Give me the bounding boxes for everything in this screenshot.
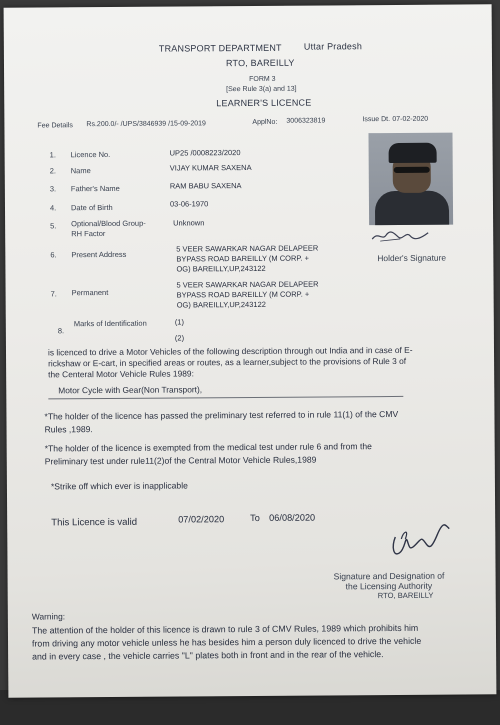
father-name-label: Father's Name: [70, 183, 120, 194]
valid-to: 06/08/2020: [269, 512, 316, 523]
holder-signature-image: [370, 227, 430, 245]
field-num: 5.: [50, 221, 57, 231]
licence-statement-line2: rickshaw or E-cart, in specified areas or routes, as a learner,subject to the provisions of Rule 3 of: [48, 355, 407, 369]
holder-photo: [368, 133, 453, 226]
holder-signature-label: Holder's Signature: [377, 252, 447, 264]
present-address-line2: BYPASS ROAD BAREILLY (M CORP. +: [176, 253, 310, 264]
preliminary-test-note-line2: Rules ,1989.: [44, 424, 93, 435]
authority-line2: the Licensing Authority: [345, 580, 433, 592]
field-num: 4.: [49, 203, 57, 213]
licence-statement-line3: the Centeral Motor Vehicle Rules 1989:: [48, 368, 194, 380]
mark-1: (1): [174, 317, 184, 327]
permanent-address-line3: OG) BAREILLY,UP,243122: [176, 299, 266, 310]
present-address-line1: 5 VEER SAWARKAR NAGAR DELAPEER: [176, 243, 319, 254]
marks-label: Marks of Identification: [73, 318, 147, 329]
authority-line1: Signature and Designation of: [333, 570, 445, 582]
valid-from: 07/02/2020: [178, 514, 225, 525]
appl-label: ApplNo:: [252, 118, 278, 126]
strike-note: *Strike off which ever is inapplicable: [50, 480, 188, 492]
blood-group-label: Optional/Blood Group-: [71, 218, 146, 229]
authority-signature-image: [385, 517, 455, 562]
licence-no-value: UP25 /0008223/2020: [169, 148, 241, 158]
permanent-address-label: Permanent: [71, 287, 109, 298]
photo-shape: [394, 167, 430, 173]
field-num: 1.: [49, 150, 56, 160]
fee-label: Fee Details: [37, 122, 73, 130]
field-num: 8.: [57, 326, 65, 336]
name-label: Name: [70, 166, 91, 176]
rule-reference: [See Rule 3(a) and 13]: [226, 85, 297, 94]
valid-to-label: To: [250, 512, 260, 524]
permanent-address-line1: 5 VEER SAWARKAR NAGAR DELAPEER: [176, 279, 319, 290]
authority-line3: RTO, BAREILLY: [377, 590, 434, 601]
field-num: 2.: [49, 166, 57, 176]
fee-value: Rs.200.0/- /UPS/3846939 /15-09-2019: [86, 120, 206, 129]
photo-shape: [375, 191, 449, 226]
exemption-note-line2: Preliminary test under rule11(2)of the Central Motor Vehicle Rules,1989: [44, 454, 317, 467]
appl-value: 3006323819: [286, 117, 326, 125]
warning-line2: from driving any motor vehicle unless he has besides him a person duly licenced to drive the vehicle: [32, 635, 422, 649]
vehicle-class: Motor Cycle with Gear(Non Transport),: [58, 384, 203, 396]
father-name-value: RAM BABU SAXENA: [169, 181, 242, 191]
preliminary-test-note-line1: *The holder of the licence has passed the preliminary test referred to in rule 11(1) of the CMV: [44, 408, 399, 422]
mark-2: (2): [174, 333, 185, 343]
warning-line3: and in every case , the vehicle carries "L" plates both in front and in the rear of the vehicle.: [32, 649, 384, 662]
document-title: LEARNER'S LICENCE: [216, 97, 312, 109]
present-address-line3: OG) BAREILLY,UP,243122: [176, 263, 266, 274]
present-address-label: Present Address: [71, 249, 127, 260]
exemption-note-line1: *The holder of the licence is exempted from the medical test under rule 6 and from the: [44, 441, 372, 454]
permanent-address-line2: BYPASS ROAD BAREILLY (M CORP. +: [176, 289, 310, 300]
field-num: 7.: [50, 289, 57, 299]
licence-no-label: Licence No.: [70, 149, 111, 160]
dob-label: Date of Birth: [70, 202, 113, 213]
vehicle-class-underline: [48, 396, 403, 399]
issue-label: Issue Dt.: [362, 116, 391, 124]
photo-shape: [389, 143, 437, 163]
field-num: 6.: [50, 250, 57, 260]
form-number: FORM 3: [249, 75, 276, 83]
warning-label: Warning:: [31, 611, 66, 622]
rh-factor-label: RH Factor: [71, 229, 106, 239]
licence-statement-line1: is licenced to drive a Motor Vehicles of the following description through out India and in case of E-: [47, 344, 413, 358]
validity-label: This Licence is valid: [51, 516, 138, 529]
dob-value: 03-06-1970: [169, 199, 209, 209]
state-name: Uttar Pradesh: [303, 41, 363, 52]
field-num: 3.: [49, 184, 57, 194]
office-name: RTO, BAREILLY: [225, 57, 295, 69]
licence-document: [4, 4, 497, 697]
department-title: TRANSPORT DEPARTMENT: [158, 42, 282, 54]
blood-group-value: Unknown: [173, 218, 205, 228]
name-value: VIJAY KUMAR SAXENA: [169, 162, 252, 173]
warning-line1: The attention of the holder of this licence is drawn to rule 3 of CMV Rules, 1989 which prohibits him: [31, 622, 419, 636]
issue-value: 07-02-2020: [392, 115, 429, 124]
